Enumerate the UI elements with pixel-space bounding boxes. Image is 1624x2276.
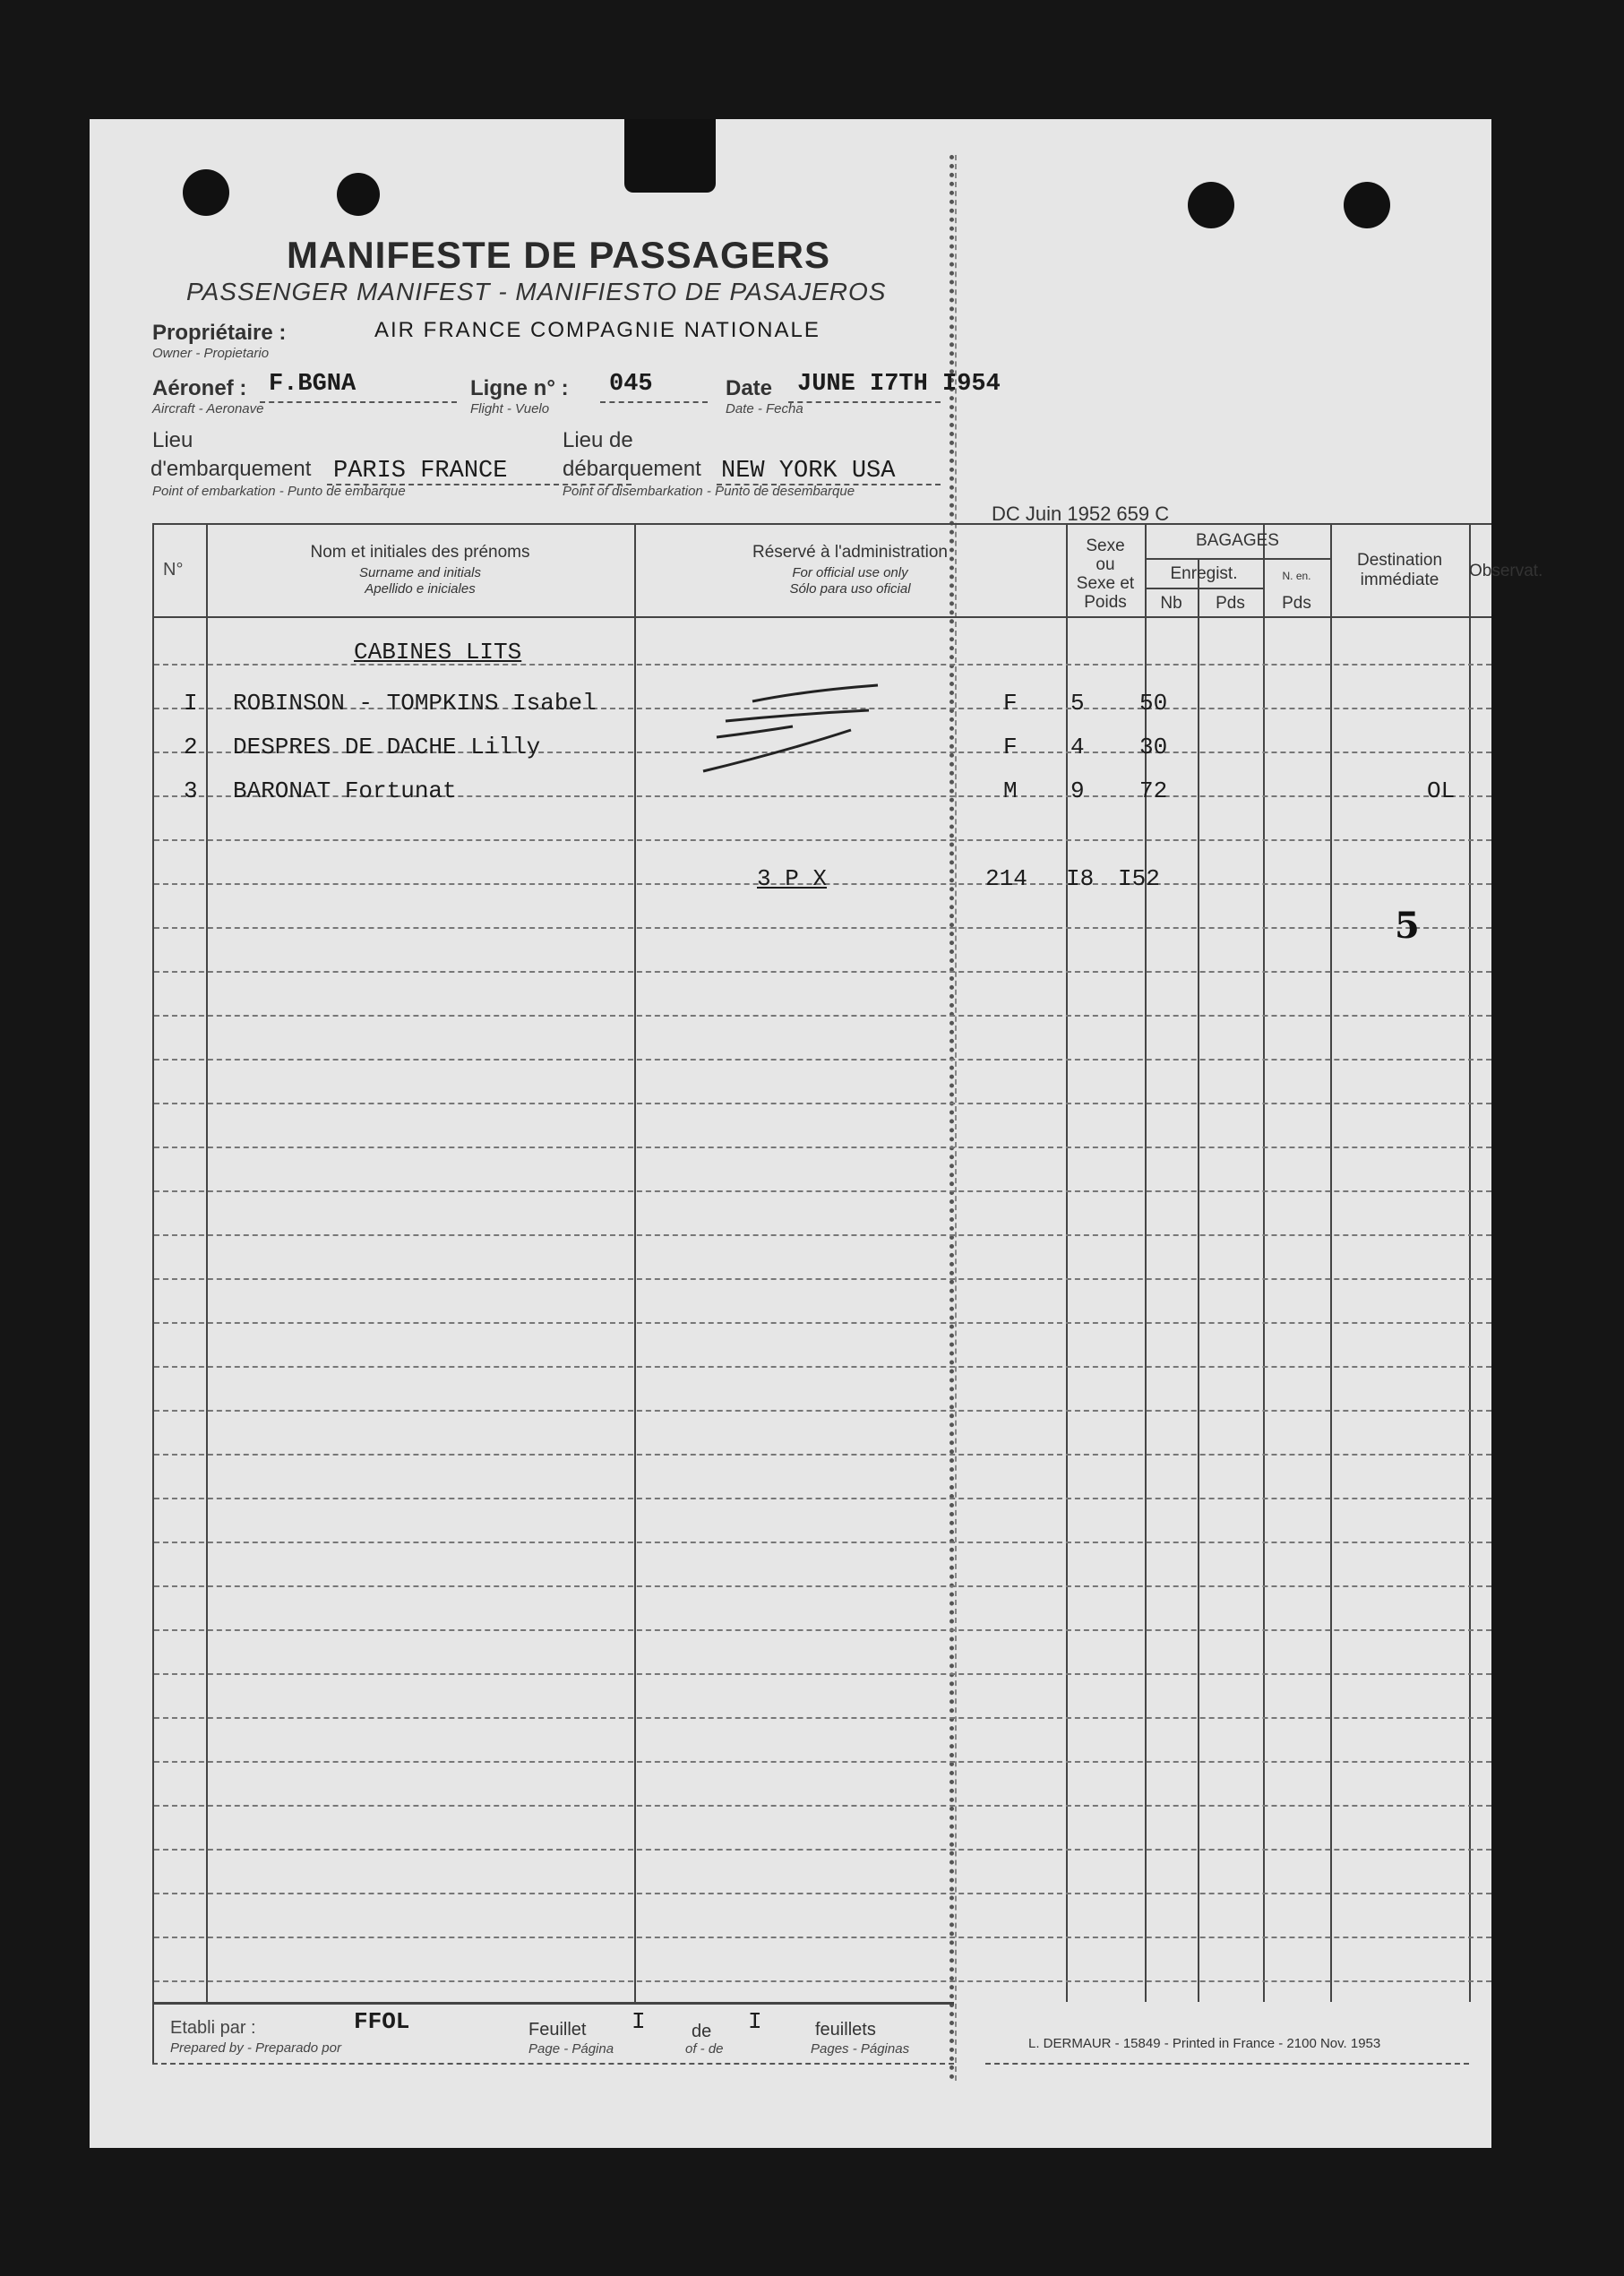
date-label: Date xyxy=(726,376,773,400)
table-rule-line xyxy=(154,1454,1491,1456)
flight-label: Ligne n° : xyxy=(470,376,569,400)
table-rule-line xyxy=(154,1190,1491,1192)
col-observations: Observat. xyxy=(1469,562,1543,580)
owner-sub: Owner - Propietario xyxy=(152,346,270,361)
disembark-label-2: débarquement xyxy=(563,457,701,481)
table-rule-line xyxy=(154,1015,1491,1017)
page-label: Feuillet xyxy=(528,2020,587,2040)
table-rule-line xyxy=(154,839,1491,841)
punch-hole xyxy=(1344,182,1390,228)
table-rule-line xyxy=(154,1234,1491,1236)
col-name-es: Apellido e iniciales xyxy=(365,581,476,597)
table-rule-line xyxy=(154,1893,1491,1894)
pages-sub: Pages - Páginas xyxy=(811,2041,910,2057)
passenger-bag-count: 4 xyxy=(1070,734,1085,760)
table-rule-line xyxy=(154,1629,1491,1631)
total-bag-weight: I52 xyxy=(1118,865,1160,892)
passenger-bag-weight: 72 xyxy=(1139,777,1168,804)
punch-hole xyxy=(1188,182,1234,228)
total-weight: 214 xyxy=(985,865,1027,892)
table-rule-line xyxy=(154,1717,1491,1719)
table-rule-line xyxy=(154,1980,1491,1982)
col-sex-2: ou xyxy=(1096,555,1115,574)
punch-hole xyxy=(183,169,229,216)
embark-sub: Point of embarkation - Punto de embarque xyxy=(152,484,406,499)
table-rule-line xyxy=(154,1278,1491,1280)
page-value: I xyxy=(632,2008,646,2035)
col-sex-4: Poids xyxy=(1084,593,1127,612)
table-rule-line xyxy=(154,1937,1491,1938)
col-admin-es: Sólo para uso oficial xyxy=(789,581,911,597)
embark-value: PARIS FRANCE xyxy=(333,458,508,485)
col-pds: Pds xyxy=(1216,594,1245,613)
passenger-name: ROBINSON - TOMPKINS Isabel xyxy=(233,690,597,717)
handwritten-strokes xyxy=(591,674,887,791)
table-rule-line xyxy=(154,1322,1491,1324)
col-admin-fr: Réservé à l'administration xyxy=(752,543,948,562)
passenger-no: 2 xyxy=(184,734,198,760)
date-sub: Date - Fecha xyxy=(726,401,803,417)
table-rule-line xyxy=(154,1761,1491,1763)
total-passengers: 3 P X xyxy=(757,865,828,892)
prepared-sub: Prepared by - Preparado por xyxy=(170,2040,341,2056)
owner-value: AIR FRANCE COMPAGNIE NATIONALE xyxy=(374,318,821,342)
flight-value: 045 xyxy=(609,371,653,398)
table-rule-line xyxy=(154,1673,1491,1675)
passenger-observation: OL xyxy=(1427,777,1456,804)
col-sex-3: Sexe et xyxy=(1076,574,1135,593)
table-rule-line xyxy=(154,1147,1491,1148)
observation-mark: 5 xyxy=(1395,905,1420,947)
date-value: JUNE I7TH I954 xyxy=(797,371,1001,398)
perforation-line xyxy=(955,155,957,2081)
col-registered: Enregist. xyxy=(1170,564,1238,583)
printer-imprint: L. DERMAUR - 15849 - Printed in France - 2100 Nov. 1953 xyxy=(1028,2036,1381,2051)
disembark-value: NEW YORK USA xyxy=(721,458,896,485)
table-rule-line xyxy=(154,1410,1491,1412)
col-name-en: Surname and initials xyxy=(359,565,481,580)
embark-label-1: Lieu xyxy=(152,428,193,452)
table-rule-line xyxy=(154,1103,1491,1104)
manifest-subtitle: PASSENGER MANIFEST - MANIFIESTO DE PASAJEROS xyxy=(186,278,887,305)
of-label: de xyxy=(692,2022,712,2041)
passenger-bag-count: 5 xyxy=(1070,690,1085,717)
col-name-fr: Nom et initiales des prénoms xyxy=(310,543,530,562)
col-pds-unregistered: Pds xyxy=(1282,594,1311,613)
col-baggage: BAGAGES xyxy=(1196,531,1279,550)
section-label: CABINES LITS xyxy=(354,639,522,666)
flight-sub: Flight - Vuelo xyxy=(470,401,550,417)
of-value: I xyxy=(748,2008,762,2035)
prepared-label: Etabli par : xyxy=(170,2018,256,2038)
embark-label-2: d'embarquement xyxy=(150,457,312,481)
passenger-bag-weight: 50 xyxy=(1139,690,1168,717)
table-rule-line xyxy=(154,1805,1491,1807)
col-destination-1: Destination xyxy=(1356,551,1443,570)
table-rule-line xyxy=(154,1498,1491,1499)
of-sub: of - de xyxy=(685,2041,724,2057)
passenger-sex: F xyxy=(1003,690,1018,717)
aircraft-label: Aéronef : xyxy=(152,376,247,400)
total-bag-count: I8 xyxy=(1066,865,1095,892)
form-reference: DC Juin 1952 659 C xyxy=(992,502,1170,525)
passenger-sex: F xyxy=(1003,734,1018,760)
aircraft-value: F.BGNA xyxy=(269,371,357,398)
disembark-sub: Point of disembarkation - Punto de desembarque xyxy=(563,484,855,499)
pages-label: feuillets xyxy=(815,2020,876,2040)
passenger-bag-count: 9 xyxy=(1070,777,1085,804)
passenger-name: DESPRES DE DACHE Lilly xyxy=(233,734,541,760)
table-rule-line xyxy=(154,1849,1491,1851)
punch-hole xyxy=(337,173,380,216)
col-sex-1: Sexe xyxy=(1086,537,1125,555)
passenger-no: 3 xyxy=(184,777,198,804)
passenger-bag-weight: 30 xyxy=(1139,734,1168,760)
perforation-line xyxy=(949,155,954,2081)
col-destination-2: immédiate xyxy=(1360,571,1439,589)
table-rule-line xyxy=(154,1542,1491,1543)
passenger-name: BARONAT Fortunat xyxy=(233,777,457,804)
passenger-no: I xyxy=(184,690,198,717)
table-rule-line xyxy=(154,1366,1491,1368)
table-rule-line xyxy=(154,971,1491,973)
manifest-title: MANIFESTE DE PASSAGERS xyxy=(287,234,830,276)
col-admin-en: For official use only xyxy=(792,565,908,580)
col-nb: Nb xyxy=(1160,594,1182,613)
prepared-value: FFOL xyxy=(354,2008,410,2035)
owner-label: Propriétaire : xyxy=(152,321,287,345)
col-no: N° xyxy=(163,560,184,580)
page-sub: Page - Página xyxy=(528,2041,614,2057)
disembark-label-1: Lieu de xyxy=(563,428,633,452)
aircraft-sub: Aircraft - Aeronave xyxy=(152,401,264,417)
table-rule-line xyxy=(154,1059,1491,1061)
manifest-sheet xyxy=(90,119,1543,2148)
table-rule-line xyxy=(154,927,1491,929)
passenger-sex: M xyxy=(1003,777,1018,804)
table-rule-line xyxy=(154,1585,1491,1587)
col-unregistered: N. en. xyxy=(1282,570,1311,582)
top-notch xyxy=(624,119,716,193)
